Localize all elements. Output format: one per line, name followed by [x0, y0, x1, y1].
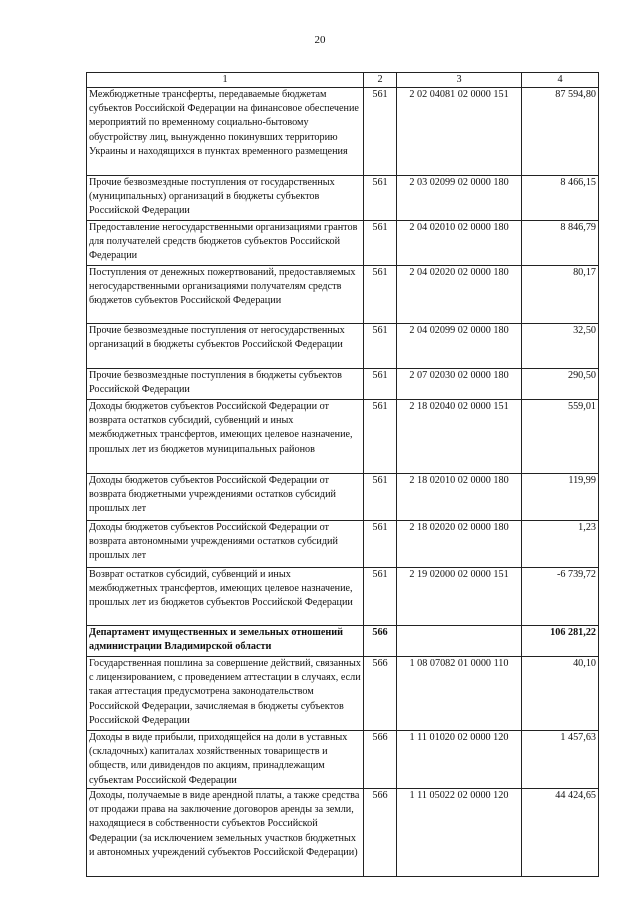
table-row: [87, 324, 599, 369]
column-header: 3: [397, 73, 522, 88]
row-description: Доходы, получаемые в виде арендной платы, а также средства от продажи права на заключение договоров аренды за земли, находящиеся в собственности субъектов Российской Федерации (за исключением земельных участков бюджетных и автономных учреждений субъектов Российской Федерации): [87, 789, 364, 877]
table-row: [87, 657, 599, 731]
row-description: Межбюджетные трансферты, передаваемые бюджетам субъектов Российской Федерации на финансовое обеспечение мероприятий по временному социально-бытовому обустройству лиц, вынужденно покинувших территорию Украины и находящихся в пунктах временного размещения: [87, 88, 364, 176]
column-header: 1: [87, 73, 364, 88]
row-amount: 559,01: [522, 400, 599, 474]
row-budget-code: 2 03 02099 02 0000 180: [397, 176, 522, 221]
row-budget-code: 2 04 02010 02 0000 180: [397, 221, 522, 266]
row-admin-code: 561: [364, 88, 397, 176]
row-budget-code: 2 19 02000 02 0000 151: [397, 568, 522, 626]
table-row: [87, 731, 599, 789]
row-budget-code: 2 07 02030 02 0000 180: [397, 369, 522, 400]
row-amount: 290,50: [522, 369, 599, 400]
table-header-row: [87, 73, 599, 88]
row-amount: -6 739,72: [522, 568, 599, 626]
row-budget-code: 1 11 05022 02 0000 120: [397, 789, 522, 877]
row-budget-code: 2 18 02020 02 0000 180: [397, 521, 522, 568]
row-description: Прочие безвозмездные поступления от государственных (муниципальных) организаций в бюджеты субъектов Российской Федерации: [87, 176, 364, 221]
table-row: [87, 400, 599, 474]
revenue-table: [86, 72, 599, 877]
row-amount: 1,23: [522, 521, 599, 568]
row-admin-code: 561: [364, 266, 397, 324]
row-admin-code: 561: [364, 221, 397, 266]
row-description: Государственная пошлина за совершение действий, связанных с лицензированием, с проведением аттестации в случаях, если такая аттестация предусмотрена законодательством Российской Федерации, зачисляемая в бюджеты субъектов Российской Федерации: [87, 657, 364, 731]
row-admin-code: 566: [364, 657, 397, 731]
row-admin-code: 566: [364, 789, 397, 877]
row-amount: 1 457,63: [522, 731, 599, 789]
row-description: Возврат остатков субсидий, субвенций и иных межбюджетных трансфертов, имеющих целевое назначение, прошлых лет из бюджетов субъектов Российской Федерации: [87, 568, 364, 626]
row-budget-code: 2 04 02020 02 0000 180: [397, 266, 522, 324]
table-row: [87, 521, 599, 568]
row-admin-code: 561: [364, 474, 397, 521]
table-body: [87, 73, 599, 877]
row-admin-code: 561: [364, 176, 397, 221]
row-admin-code: 561: [364, 400, 397, 474]
row-admin-code: 561: [364, 369, 397, 400]
row-amount: 40,10: [522, 657, 599, 731]
table-row: [87, 568, 599, 626]
row-description: Предоставление негосударственными организациями грантов для получателей средств бюджетов субъектов Российской Федерации: [87, 221, 364, 266]
table-row: [87, 221, 599, 266]
column-header: 4: [522, 73, 599, 88]
row-amount: 106 281,22: [522, 626, 599, 657]
row-description: Прочие безвозмездные поступления от негосударственных организаций в бюджеты субъектов Российской Федерации: [87, 324, 364, 369]
row-amount: 44 424,65: [522, 789, 599, 877]
row-admin-code: 561: [364, 568, 397, 626]
row-description: Департамент имущественных и земельных отношений администрации Владимирской области: [87, 626, 364, 657]
row-budget-code: 1 08 07082 01 0000 110: [397, 657, 522, 731]
page-number: 20: [314, 34, 326, 46]
row-admin-code: 561: [364, 521, 397, 568]
row-description: Прочие безвозмездные поступления в бюджеты субъектов Российской Федерации: [87, 369, 364, 400]
row-amount: 8 466,15: [522, 176, 599, 221]
row-description: Доходы в виде прибыли, приходящейся на доли в уставных (складочных) капиталах хозяйственных товариществ и обществ, или дивидендов по акциям, принадлежащим субъектам Российской Федерации: [87, 731, 364, 789]
row-budget-code: [397, 626, 522, 657]
row-budget-code: 2 02 04081 02 0000 151: [397, 88, 522, 176]
table-row: [87, 369, 599, 400]
row-budget-code: 2 18 02040 02 0000 151: [397, 400, 522, 474]
row-amount: 32,50: [522, 324, 599, 369]
table-row: [87, 474, 599, 521]
table-row: [87, 626, 599, 657]
row-admin-code: 566: [364, 731, 397, 789]
table-row: [87, 266, 599, 324]
row-description: Доходы бюджетов субъектов Российской Федерации от возврата бюджетными учреждениями остатков субсидий прошлых лет: [87, 474, 364, 521]
table-row: [87, 789, 599, 877]
row-description: Доходы бюджетов субъектов Российской Федерации от возврата автономными учреждениями остатков субсидий прошлых лет: [87, 521, 364, 568]
row-budget-code: 2 18 02010 02 0000 180: [397, 474, 522, 521]
row-description: Доходы бюджетов субъектов Российской Федерации от возврата остатков субсидий, субвенций и иных межбюджетных трансфертов, имеющих целевое назначение, прошлых лет из бюджетов муниципальных районов: [87, 400, 364, 474]
table-row: [87, 176, 599, 221]
row-amount: 8 846,79: [522, 221, 599, 266]
table-row: [87, 88, 599, 176]
row-amount: 80,17: [522, 266, 599, 324]
row-budget-code: 2 04 02099 02 0000 180: [397, 324, 522, 369]
row-amount: 119,99: [522, 474, 599, 521]
row-admin-code: 566: [364, 626, 397, 657]
row-description: Поступления от денежных пожертвований, предоставляемых негосударственными организациями получателям средств бюджетов субъектов Российской Федерации: [87, 266, 364, 324]
row-admin-code: 561: [364, 324, 397, 369]
column-header: 2: [364, 73, 397, 88]
row-budget-code: 1 11 01020 02 0000 120: [397, 731, 522, 789]
row-amount: 87 594,80: [522, 88, 599, 176]
